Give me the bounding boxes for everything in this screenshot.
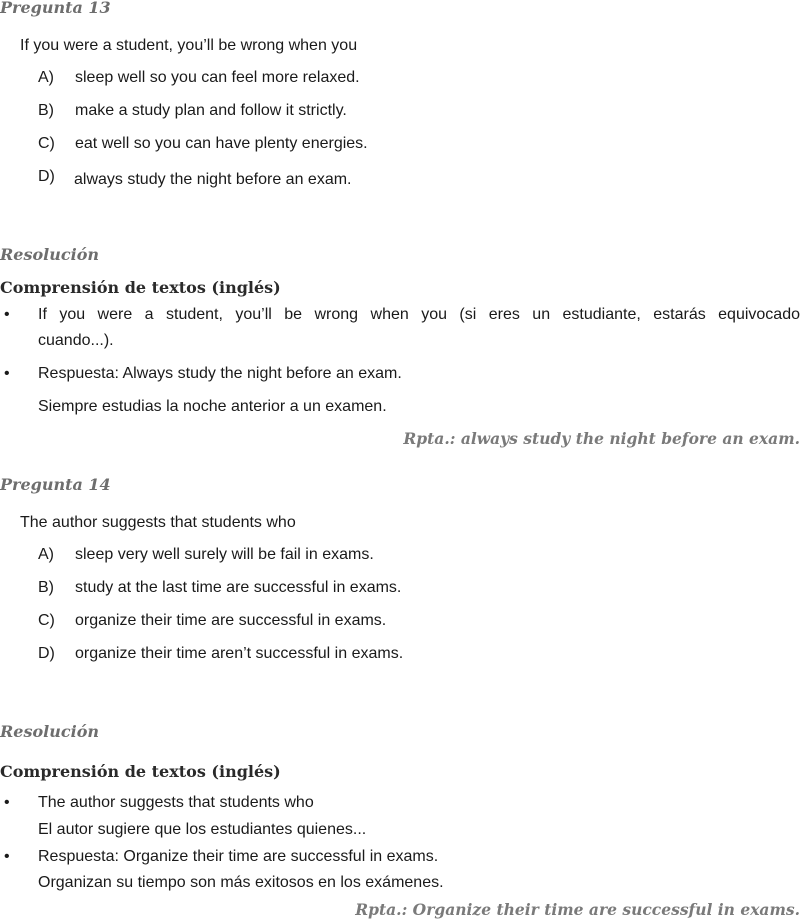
option-d-text: always study the night before an exam.	[74, 171, 352, 188]
bullet-2-marker: •	[4, 365, 10, 382]
option-a-letter: A)	[38, 546, 54, 563]
option-b-letter: B)	[38, 102, 54, 119]
option-b-text: make a study plan and follow it strictly.	[75, 102, 347, 119]
resolution-14-title: Resolución	[0, 722, 99, 741]
resolution-14-subtitle: Comprensión de textos (inglés)	[0, 762, 281, 781]
question-13-stem: If you were a student, you’ll be wrong when you	[20, 37, 358, 54]
question-13-title: Pregunta 13	[0, 0, 111, 17]
option-a-text: sleep well so you can feel more relaxed.	[75, 69, 360, 86]
option-c-letter: C)	[38, 612, 55, 629]
bullet-1-marker: •	[4, 794, 10, 811]
bullet-1-marker: •	[4, 306, 10, 323]
option-d-letter: D)	[38, 168, 55, 185]
resolution-14-bullet-1-line-1: The author suggests that students who	[38, 794, 314, 811]
option-c-text: eat well so you can have plenty energies.	[75, 135, 368, 152]
resolution-14-bullet-1-line-2: El autor sugiere que los estudiantes quienes...	[38, 821, 367, 838]
question-14-stem: The author suggests that students who	[20, 514, 296, 531]
resolution-14-bullet-2-line-2: Organizan su tiempo son más exitosos en los exámenes.	[38, 874, 444, 891]
resolution-13-bullet-2-line-2: Siempre estudias la noche anterior a un examen.	[38, 398, 387, 415]
option-c-text: organize their time are successful in exams.	[75, 612, 387, 629]
option-a-letter: A)	[38, 69, 54, 86]
option-a-text: sleep very well surely will be fail in exams.	[75, 546, 374, 563]
option-d-text: organize their time aren’t successful in exams.	[75, 645, 404, 662]
option-b-text: study at the last time are successful in exams.	[75, 579, 402, 596]
answer-14: Rpta.: Organize their time are successful in exams.	[355, 900, 800, 919]
resolution-13-bullet-2-line-1: Respuesta: Always study the night before an exam.	[38, 365, 402, 382]
option-b-letter: B)	[38, 579, 54, 596]
option-d-letter: D)	[38, 645, 55, 662]
resolution-13-subtitle: Comprensión de textos (inglés)	[0, 278, 281, 297]
resolution-14-bullet-2-line-1: Respuesta: Organize their time are successful in exams.	[38, 848, 439, 865]
bullet-2-marker: •	[4, 848, 10, 865]
answer-13: Rpta.: always study the night before an exam.	[403, 429, 800, 448]
resolution-13-bullet-1-line-2: cuando...).	[38, 332, 114, 349]
option-c-letter: C)	[38, 135, 55, 152]
resolution-13-title: Resolución	[0, 245, 99, 264]
resolution-13-bullet-1-line-1: If you were a student, you’ll be wrong when you (si eres un estudiante, estarás equivocado	[38, 306, 800, 323]
question-14-title: Pregunta 14	[0, 475, 111, 494]
